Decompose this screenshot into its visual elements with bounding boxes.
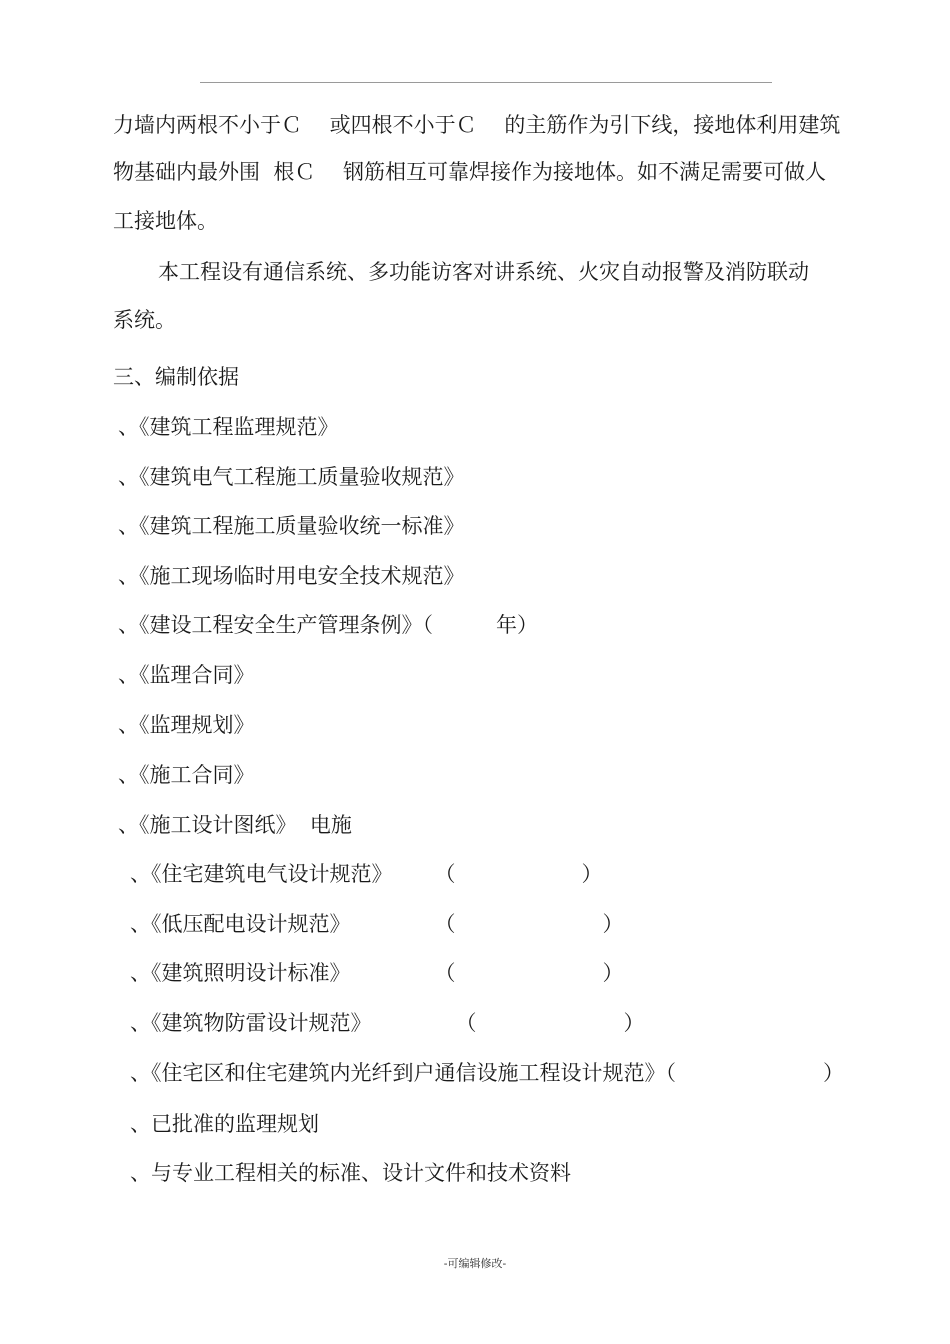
sub-basis-item: 、已批准的监理规划 [130, 1112, 319, 1136]
basis-item: 、《建筑工程监理规范》 [118, 415, 339, 439]
paragraph-line: 本工程设有通信系统、多功能访客对讲系统、火灾自动报警及消防联动 [158, 260, 809, 284]
paragraph-line: 工接地体。 [113, 209, 218, 233]
sub-basis-item: 、《住宅区和住宅建筑内光纤到户通信设施工程设计规范》（ ） [130, 1061, 844, 1085]
sub-basis-item: 、《建筑物防雷设计规范》 （ ） [130, 1011, 645, 1035]
basis-item: 、《建筑电气工程施工质量验收规范》 [118, 465, 465, 489]
page-footer: -可编辑修改- [443, 1257, 507, 1270]
basis-item: 、《建设工程安全生产管理条例》（ 年） [118, 613, 538, 637]
basis-item: 、《建筑工程施工质量验收统一标准》 [118, 514, 465, 538]
paragraph-line: 物基础内最外围 根Ｃ 钢筋相互可靠焊接作为接地体。如不满足需要可做人 [113, 160, 827, 184]
basis-item: 、《监理合同》 [118, 663, 255, 687]
sub-basis-item: 、《住宅建筑电气设计规范》 （ ） [130, 862, 603, 886]
header-rule [200, 82, 772, 83]
paragraph-line: 系统。 [113, 308, 176, 332]
sub-basis-item: 、《建筑照明设计标准》 （ ） [130, 961, 624, 985]
basis-item: 、《施工合同》 [118, 763, 255, 787]
paragraph-line: 力墙内两根不小于Ｃ 或四根不小于Ｃ 的主筋作为引下线，接地体利用建筑 [113, 113, 841, 137]
sub-basis-item: 、与专业工程相关的标准、设计文件和技术资料 [130, 1161, 571, 1185]
sub-basis-item: 、《低压配电设计规范》 （ ） [130, 912, 624, 936]
basis-item: 、《施工设计图纸》 电施 [118, 813, 352, 837]
basis-item: 、《监理规划》 [118, 713, 255, 737]
section-heading: 三、编制依据 [113, 365, 239, 389]
basis-item: 、《施工现场临时用电安全技术规范》 [118, 564, 465, 588]
